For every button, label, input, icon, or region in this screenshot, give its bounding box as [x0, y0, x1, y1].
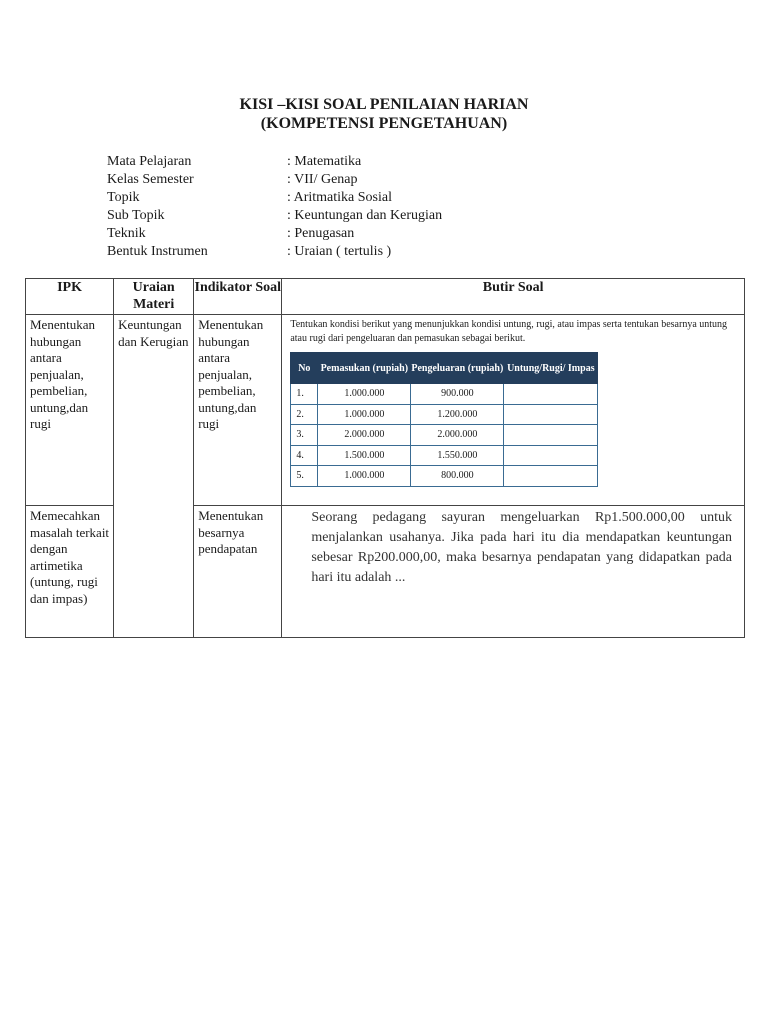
- meta-info: [107, 153, 442, 261]
- meta-row-teknik: [107, 225, 442, 243]
- kisi-kisi-table: [25, 278, 745, 638]
- ipk-text: Menentukan hubungan antara penjualan, pembelian, untung,dan rugi: [30, 317, 95, 431]
- meta-value: : Keuntungan dan Kerugian: [287, 208, 443, 223]
- header-indikator-soal: Indikator Soal: [194, 279, 282, 315]
- meta-row-topik: [107, 189, 442, 207]
- inner-no: 2.: [291, 404, 318, 425]
- indikator-text: Menentukan besarnya pendapatan: [198, 508, 264, 556]
- meta-label: Teknik: [107, 226, 146, 241]
- inner-pemasukan: 1.500.000: [318, 445, 411, 466]
- inner-table-row: [291, 466, 598, 487]
- meta-label: Bentuk Instrumen: [107, 244, 208, 259]
- inner-status: [504, 404, 598, 425]
- butir-soal-cell: [282, 506, 745, 638]
- inner-header-status: Untung/Rugi/ Impas: [504, 353, 598, 384]
- inner-pemasukan: 1.000.000: [318, 466, 411, 487]
- butir-soal-cell: [282, 315, 745, 506]
- meta-value: : VII/ Genap: [287, 172, 358, 187]
- meta-row-sub-topik: [107, 207, 442, 225]
- meta-value: : Matematika: [287, 154, 362, 169]
- inner-status: [504, 384, 598, 405]
- header-butir-soal: Butir Soal: [282, 279, 745, 315]
- ipk-cell: [26, 315, 114, 506]
- inner-table-row: [291, 425, 598, 446]
- uraian-cell: [114, 506, 194, 638]
- meta-value: : Uraian ( tertulis ): [287, 244, 392, 259]
- header-uraian-materi: Uraian Materi: [114, 279, 194, 315]
- meta-label: Kelas Semester: [107, 172, 194, 187]
- uraian-cell: [114, 315, 194, 506]
- inner-status: [504, 466, 598, 487]
- indikator-text: Menentukan hubungan antara penjualan, pembelian, untung,dan rugi: [198, 317, 264, 431]
- meta-label: Sub Topik: [107, 208, 165, 223]
- inner-pengeluaran: 900.000: [411, 384, 504, 405]
- inner-pengeluaran: 800.000: [411, 466, 504, 487]
- meta-row-kelas-semester: [107, 171, 442, 189]
- title-line-2: (KOMPETENSI PENGETAHUAN): [260, 115, 508, 132]
- inner-pemasukan: 1.000.000: [318, 384, 411, 405]
- uraian-text: [114, 506, 193, 508]
- meta-value: : Penugasan: [287, 226, 355, 241]
- inner-header-pemasukan: Pemasukan (rupiah): [318, 353, 411, 384]
- meta-label: Mata Pelajaran: [107, 154, 192, 169]
- table-row: [26, 506, 745, 638]
- inner-pengeluaran: 1.200.000: [411, 404, 504, 425]
- table-header-row: [26, 279, 745, 315]
- inner-table-row: [291, 384, 598, 405]
- profit-loss-table: [290, 352, 598, 487]
- inner-status: [504, 445, 598, 466]
- inner-no: 4.: [291, 445, 318, 466]
- document-title: [0, 95, 768, 133]
- inner-header-row: [291, 353, 598, 384]
- inner-header-no: No: [291, 353, 318, 384]
- inner-table-row: [291, 404, 598, 425]
- meta-row-bentuk-instrumen: [107, 243, 442, 261]
- uraian-text: Keuntungan dan Kerugian: [118, 317, 189, 349]
- indikator-cell: [194, 506, 282, 638]
- indikator-cell: [194, 315, 282, 506]
- meta-value: : Aritmatika Sosial: [287, 190, 392, 205]
- inner-header-pengeluaran: Pengeluaran (rupiah): [411, 353, 504, 384]
- inner-status: [504, 425, 598, 446]
- ipk-cell: [26, 506, 114, 638]
- inner-no: 1.: [291, 384, 318, 405]
- inner-no: 3.: [291, 425, 318, 446]
- inner-pemasukan: 2.000.000: [318, 425, 411, 446]
- question-2-text: Seorang pedagang sayuran mengeluarkan Rp1.500.000,00 untuk menjalankan usahanya. Jika pada hari itu dia mendapatkan keuntungan sebesar Rp200.000,00, maka besarnya pendapatan yang didapatkan pada hari itu adalah ...: [311, 510, 732, 585]
- inner-no: 5.: [291, 466, 318, 487]
- inner-pengeluaran: 1.550.000: [411, 445, 504, 466]
- meta-label: Topik: [107, 190, 140, 205]
- meta-row-mata-pelajaran: [107, 153, 442, 171]
- title-line-1: KISI –KISI SOAL PENILAIAN HARIAN: [239, 96, 529, 113]
- ipk-text: Memecahkan masalah terkait dengan artimetika (untung, rugi dan impas): [30, 508, 110, 606]
- inner-pengeluaran: 2.000.000: [411, 425, 504, 446]
- inner-pemasukan: 1.000.000: [318, 404, 411, 425]
- inner-table-row: [291, 445, 598, 466]
- table-row: [26, 315, 745, 506]
- question-1-text: Tentukan kondisi berikut yang menunjukkan kondisi untung, rugi, atau impas serta tentukan besarnya untung atau rugi dari pengeluaran dan pemasukan sebagai berikut.: [290, 319, 728, 344]
- header-ipk: IPK: [26, 279, 114, 315]
